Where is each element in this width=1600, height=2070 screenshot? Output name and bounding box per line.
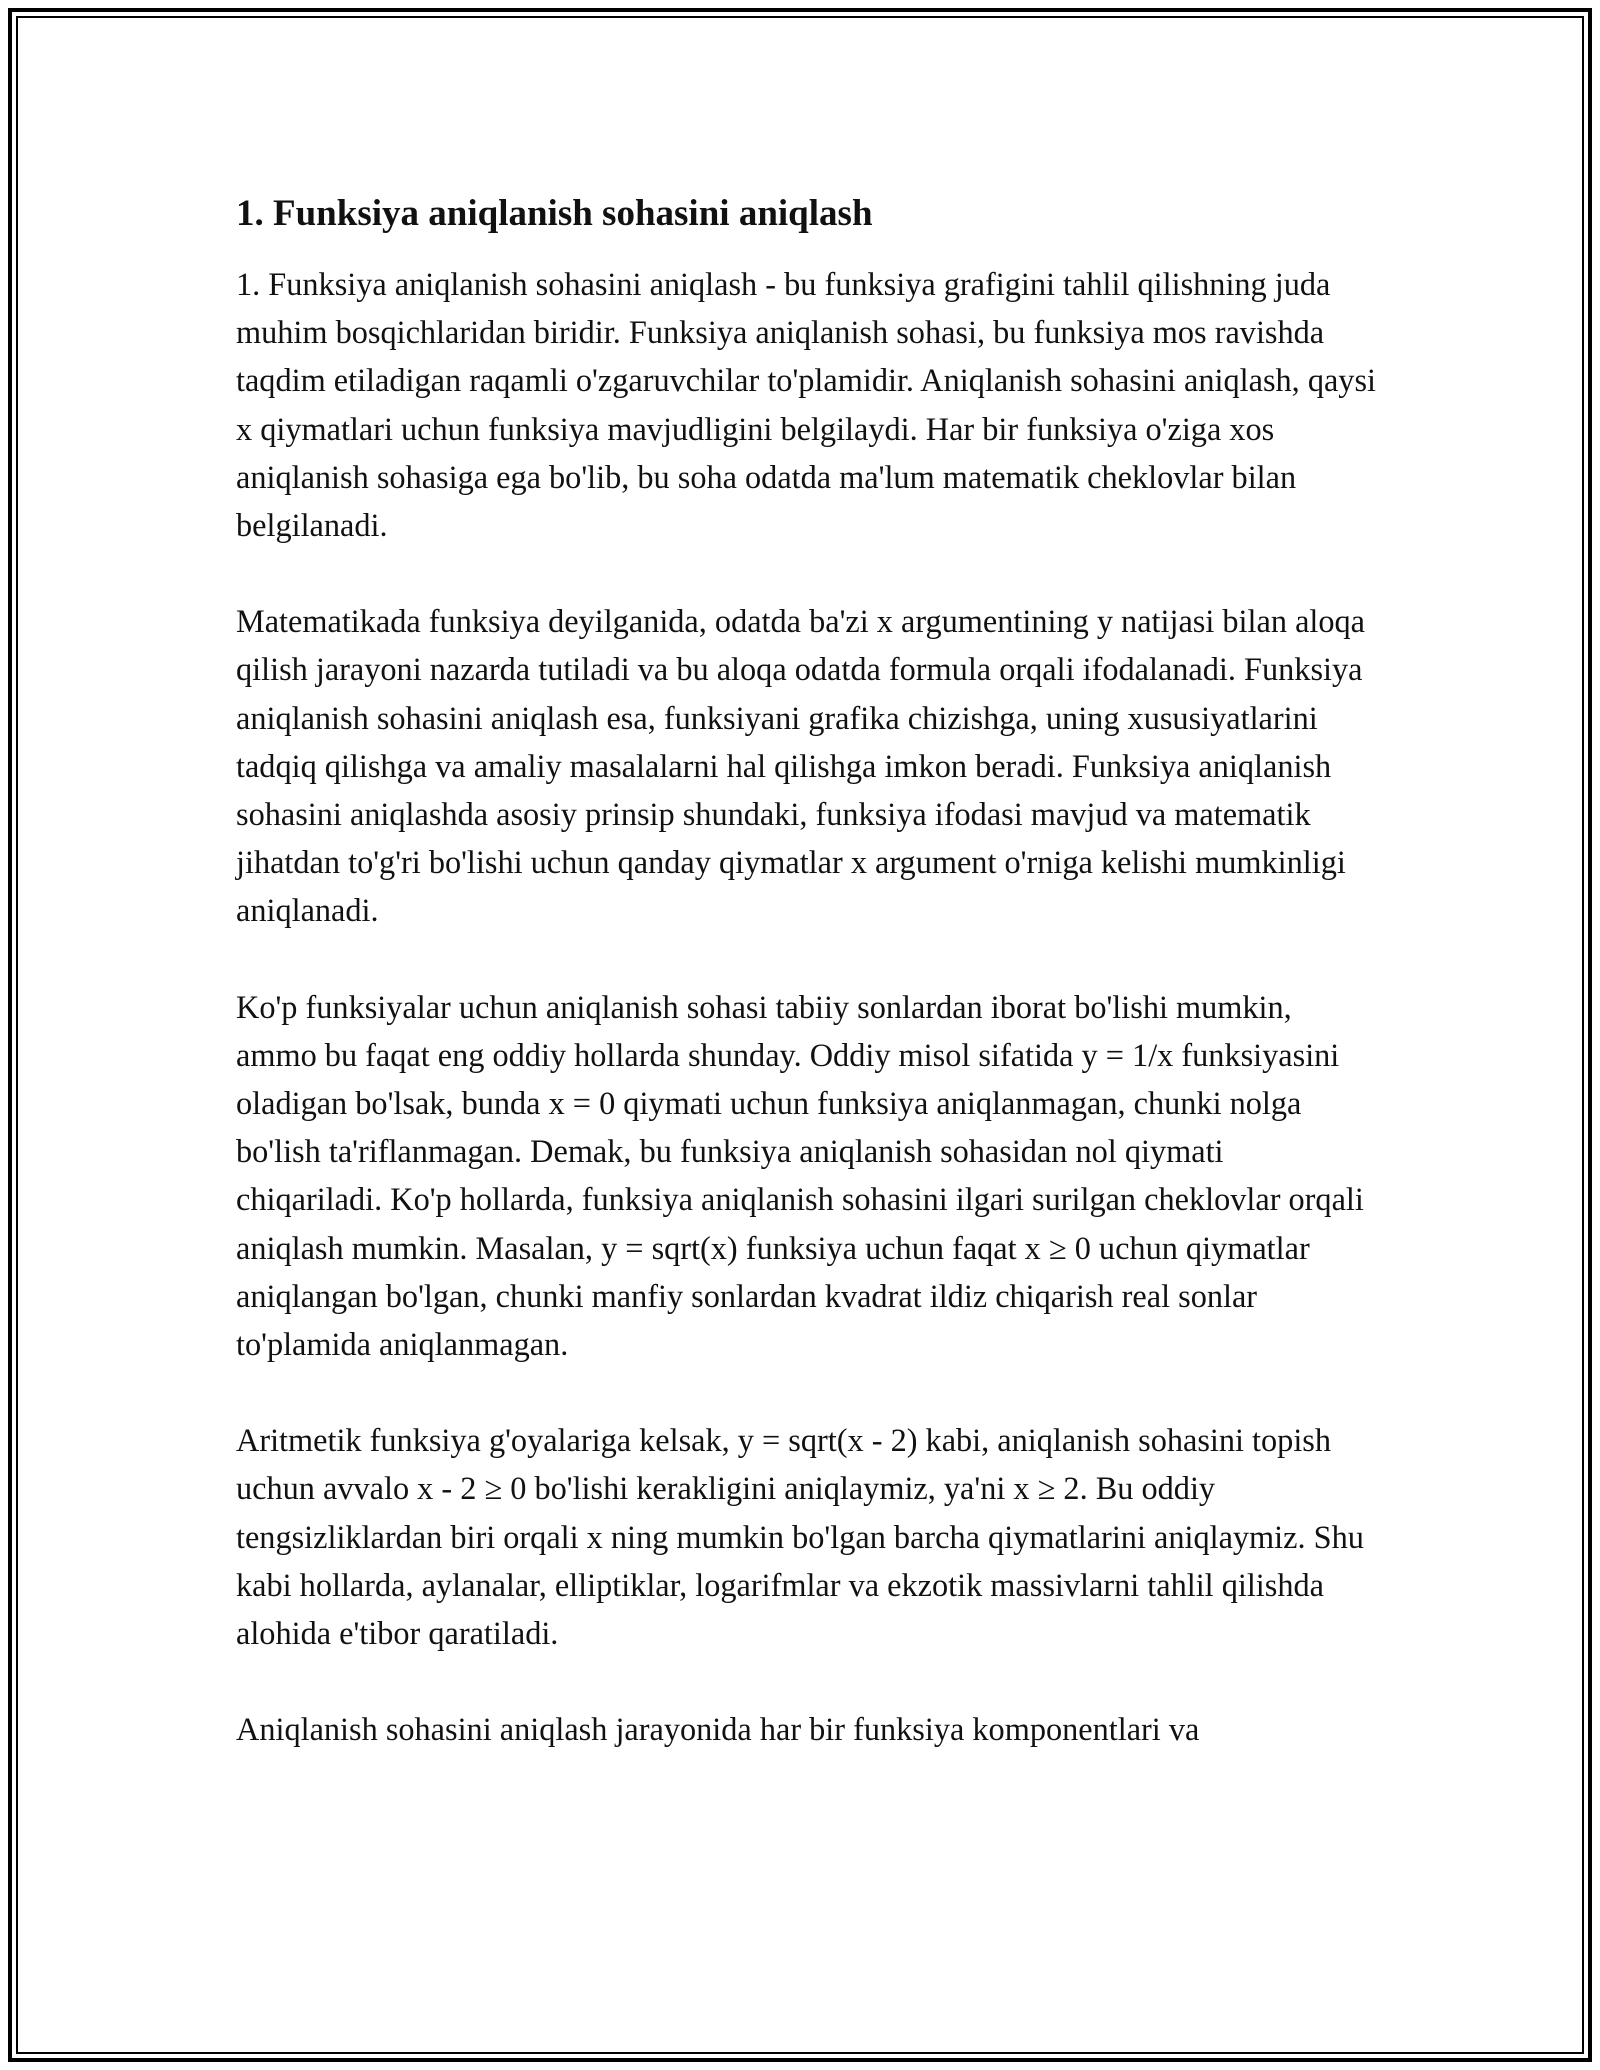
section-heading: 1. Funksiya aniqlanish sohasini aniqlash bbox=[236, 193, 873, 234]
document-body bbox=[236, 186, 1376, 1801]
paragraph-definition: 1. Funksiya aniqlanish sohasini aniqlash - bu funksiya grafigini tahlil qilishning juda muhim bosqichlaridan biridir. Funksiya aniqlanish sohasi, bu funksiya mos ravishda taqdim etiladigan raqamli o'zgaruvchilar to'plamidir. Aniqlanish sohasini aniqlash, qaysi x qiymatlari uchun funksiya mavjudligini belgilaydi. Har bir funksiya o'ziga xos aniqlanish sohasiga ega bo'lib, bu soha odatda ma'lum matematik cheklovlar bilan belgilanadi. bbox=[236, 266, 1376, 544]
paragraph-arithmetic-functions: Aritmetik funksiya g'oyalariga kelsak, y = sqrt(x - 2) kabi, aniqlanish sohasini topish uchun avvalo x - 2 ≥ 0 bo'lishi kerakligini aniqlaymiz, ya'ni x ≥ 2. Bu oddiy tengsizliklardan biri orqali x ning mumkin bo'lgan barcha qiymatlarini aniqlaymiz. Shu kabi hollarda, aylanalar, elliptiklar, logarifmlar va ekzotik massivlarni tahlil qilishda alohida e'tibor qaratiladi. bbox=[236, 1422, 1364, 1652]
paragraph-examples: Ko'p funksiyalar uchun aniqlanish sohasi tabiiy sonlardan iborat bo'lishi mumkin, ammo bu faqat eng oddiy hollarda shunday. Oddiy misol sifatida y = 1/x funksiyasini oladigan bo'lsak, bunda x = 0 qiymati uchun funksiya aniqlanmagan, chunki nolga bo'lish ta'riflanmagan. Demak, bu funksiya aniqlanish sohasidan nol qiymati chiqariladi. Ko'p hollarda, funksiya aniqlanish sohasini ilgari surilgan cheklovlar orqali aniqlash mumkin. Masalan, y = sqrt(x) funksiya uchun faqat x ≥ 0 uchun qiymatlar aniqlangan bo'lgan, chunki manfiy sonlardan kvadrat ildiz chiqarish real sonlar to'plamida aniqlanmagan. bbox=[236, 988, 1364, 1363]
paragraph-function-concept: Matematikada funksiya deyilganida, odatda ba'zi x argumentining y natijasi bilan aloqa qilish jarayoni nazarda tutiladi va bu aloqa odatda formula orqali ifodalanadi. Funksiya aniqlanish sohasini aniqlash esa, funksiyani grafika chizishga, uning xususiyatlarini tadqiq qilishga va amaliy masalalarni hal qilishga imkon beradi. Funksiya aniqlanish sohasini aniqlashda asosiy prinsip shundaki, funksiya ifodasi mavjud va matematik jihatdan to'g'ri bo'lishi uchun qanday qiymatlar x argument o'rniga kelishi mumkinligi aniqlanadi. bbox=[236, 603, 1366, 929]
paragraph-continuation: Aniqlanish sohasini aniqlash jarayonida har bir funksiya komponentlari va bbox=[236, 1711, 1200, 1748]
